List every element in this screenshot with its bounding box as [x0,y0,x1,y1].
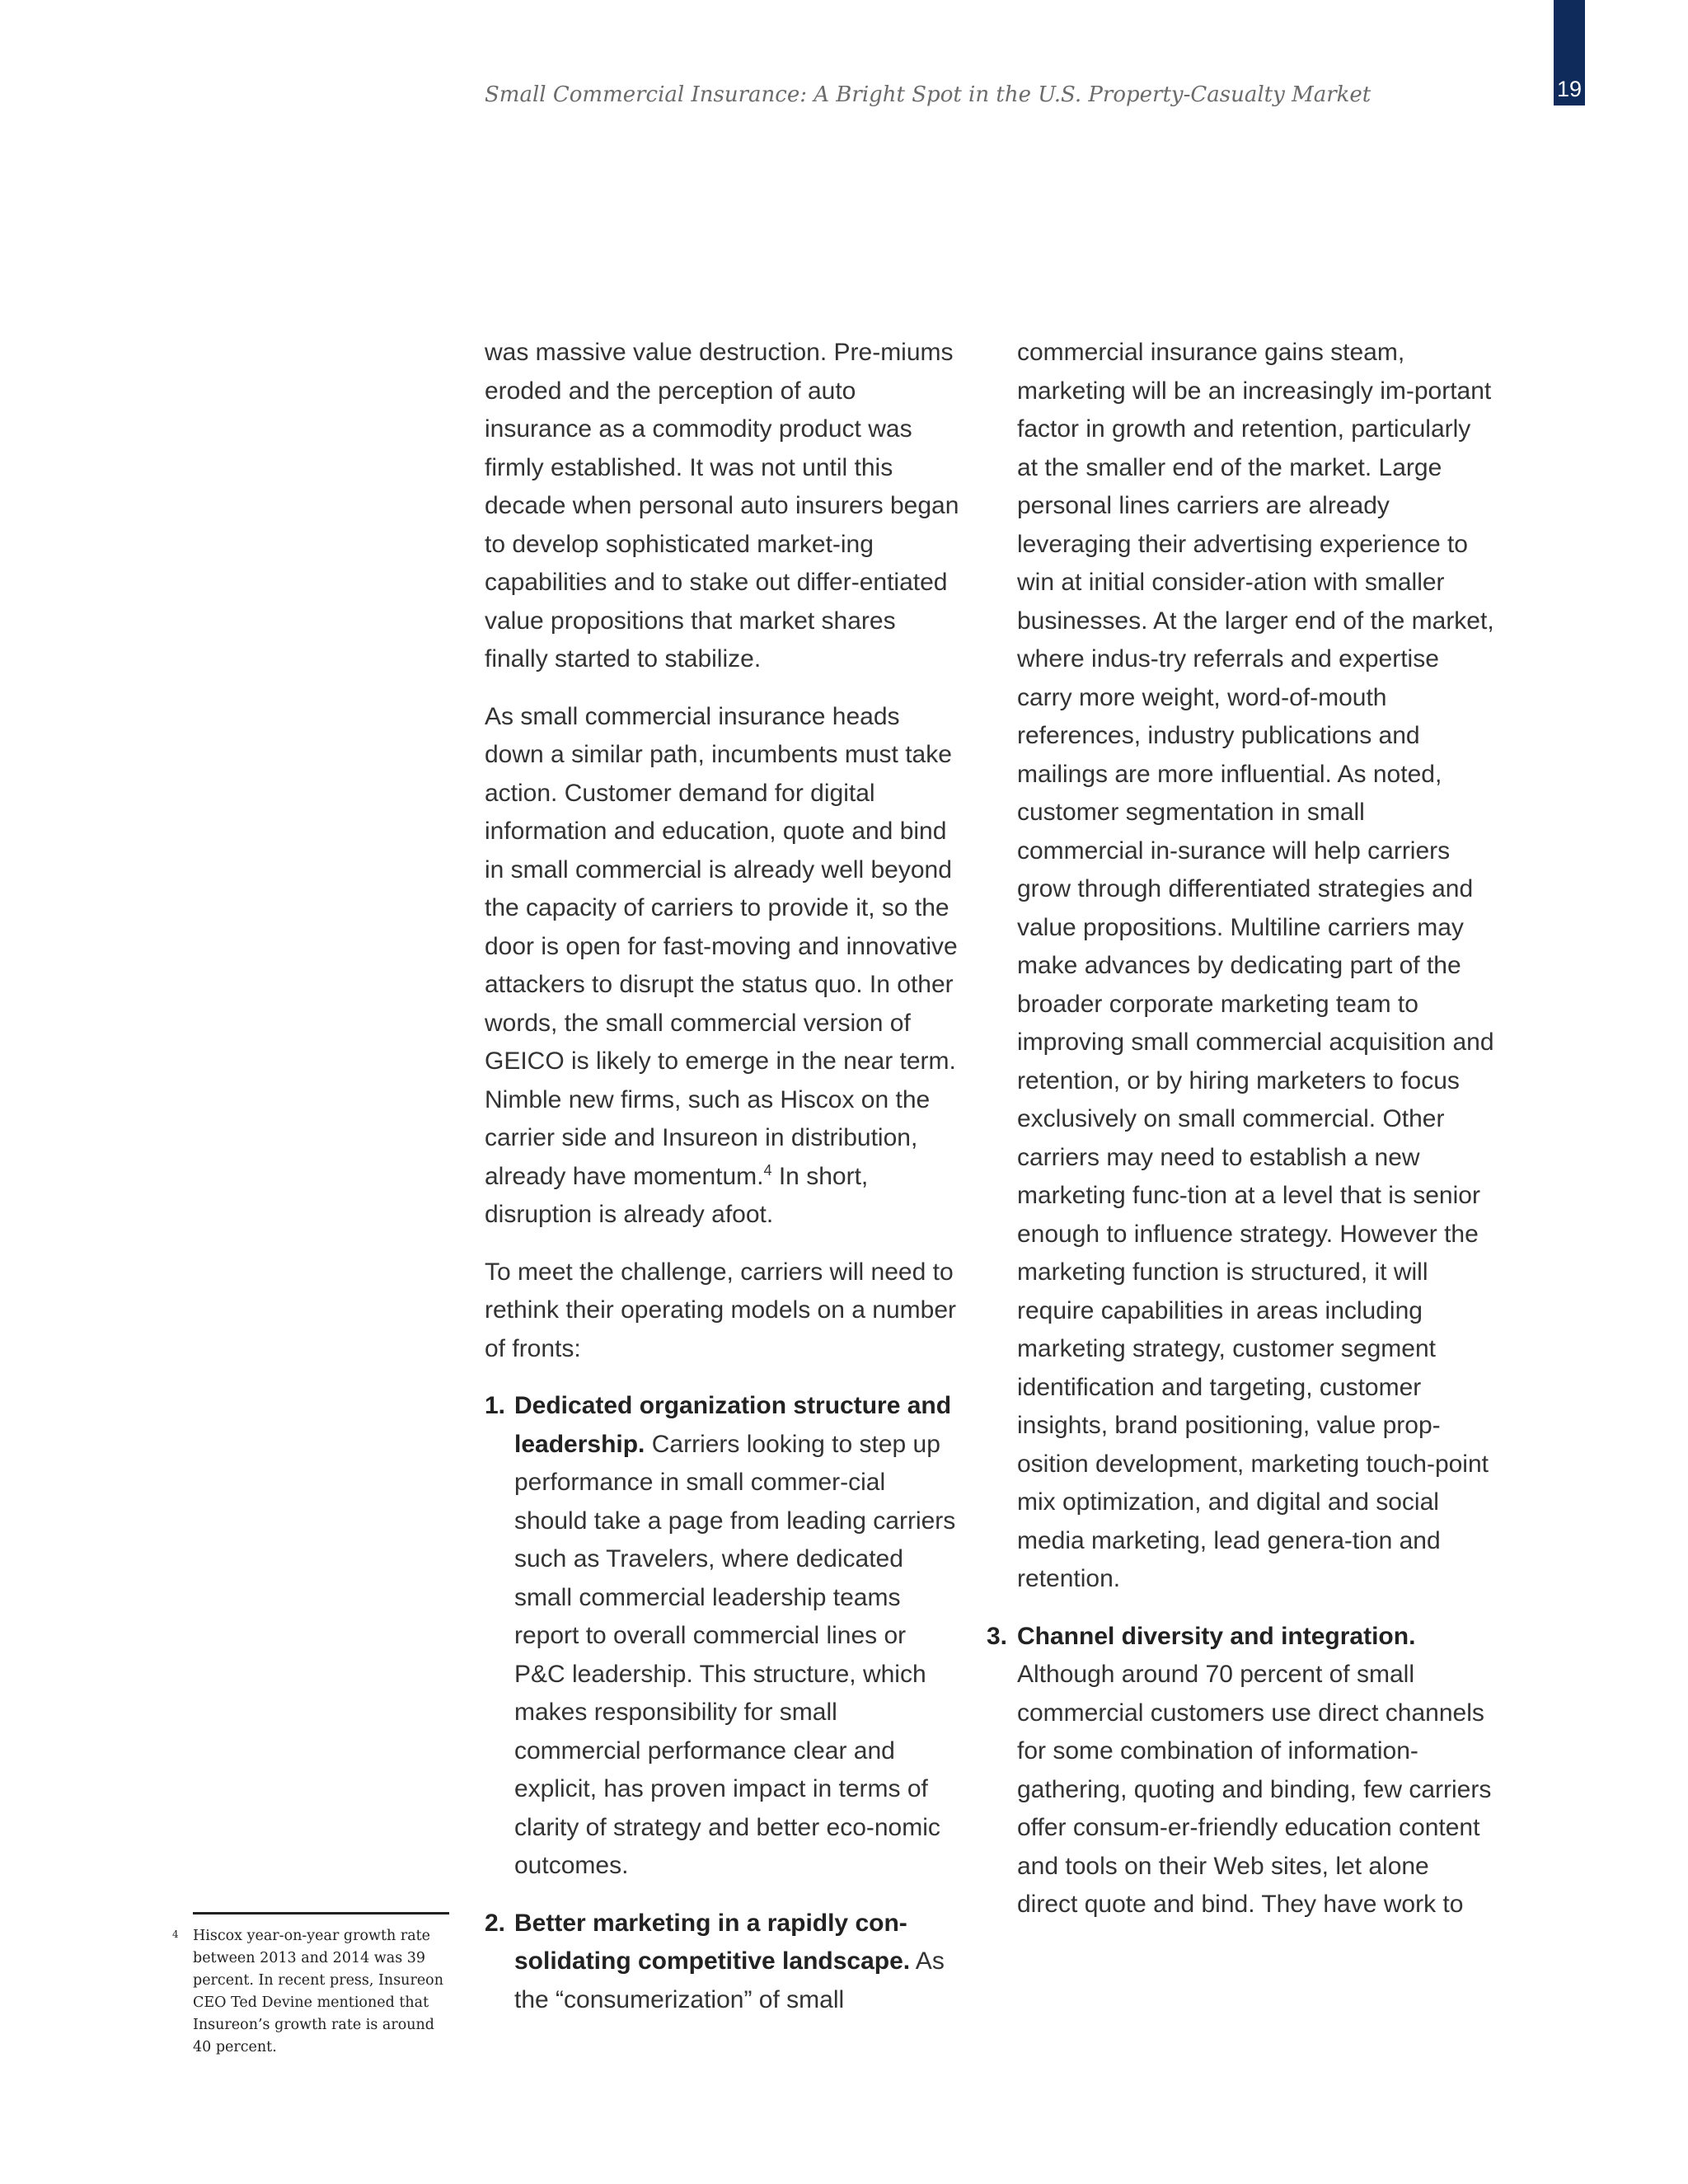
paragraph-incumbents-must-act [485,698,963,1235]
footnote-divider [193,1912,449,1915]
footnote-marker: 4 [172,1929,179,1940]
page-number-tab [1554,0,1585,105]
paragraph-text-tail: In short, disruption is already afoot. [485,1162,869,1228]
list-item-body: As the “consumerization” of small [514,1947,945,2013]
left-column [485,334,963,2038]
paragraph-operating-models: To meet the challenge, carriers will need to rethink their operating models on a number of fronts: [485,1258,956,1362]
paragraph-text: As small commercial insurance heads down a similar path, incumbents must take action. Customer demand for digital information and education, quote and bind in small commercial is already well beyond the capacity of carriers to provide it, so the door is open for fast-moving and innovative attackers to disrupt the status quo. In other words, the small commercial version of GEICO is likely to emerge in the near term. Nimble new firms, such as Hiscox on the carrier side and Insureon in distribution, already have momentum. [485,702,958,1190]
list-item-body: Carriers looking to step up performance in small commer-cial should take a page from leading carriers such as Travelers, where dedicated small commercial leadership teams report to overall commercial lines or P&C leadership. This structure, which makes responsibility for small commercial performance clear and explicit, has proven impact in terms of clarity of strategy and better eco-nomic outcomes. [514,1430,956,1879]
paragraph-value-destruction: was massive value destruction. Pre-miums eroded and the perception of auto insurance as a commodity product was firmly established. It was not until this decade when personal auto insurers began to develop sophisticated market-ing capabilities and to stake out differ-entiated value propositions that market shares finally started to stabilize. [485,339,959,673]
list-item-body: Although around 70 percent of small commercial customers use direct channels for some combination of information-gathering, quoting and binding, few carriers offer consum-er-friendly education content and tools on their Web sites, let alone direct quote and bind. They have work to [1017,1661,1492,1918]
list-item-organization-structure [485,1387,963,1886]
list-item-heading: Channel diversity and integration. [1017,1622,1416,1650]
footnote-text: Hiscox year-on-year growth rate between 2013 and 2014 was 39 percent. In recent press, Insureon CEO Ted Devine mentioned that Insureon’s growth rate is around 40 percent. [193,1928,443,2055]
page-number: 19 [1556,77,1582,101]
list-item-heading: Better marketing in a rapidly con-solidating competitive landscape. [514,1909,911,1975]
footnote-reference[interactable]: 4 [763,1161,772,1179]
list-number: 2. [485,1909,506,1937]
list-number: 1. [485,1392,506,1419]
paragraph-marketing-factor: commercial insurance gains steam, marketing will be an increasingly im-portant factor in growth and retention, particularly at the smaller end of the market. Large personal lines carriers are already leveraging their advertising experience to win at initial consider-ation with smaller businesses. At the larger end of the market, where indus-try referrals and expertise carry more weight, word-of-mouth references, industry publications and mailings are more influential. As noted, customer segmentation in small commercial in-surance will help carriers grow through differentiated strategies and value propositions. Multiline carriers may make advances by dedicating part of the broader corporate marketing team to improving small commercial acquisition and retention, or by hiring marketers to focus exclusively on small commercial. Other carriers may need to establish a new marketing func-tion at a level that is senior enough to influence strategy. However the marketing function is structured, it will require capabilities in areas including marketing strategy, customer segment identification and targeting, customer insights, brand positioning, value prop-osition development, marketing touch-point mix optimization, and digital and social media marketing, lead genera-tion and retention. [1017,339,1494,1592]
right-column [987,334,1495,1943]
list-item-heading: Dedicated organization structure and leadership. [514,1392,952,1458]
list-item-better-marketing [485,1905,963,2020]
list-item-channel-diversity [987,1618,1495,1924]
footnote [172,1925,457,2059]
list-number: 3. [987,1622,1008,1650]
running-header-title: Small Commercial Insurance: A Bright Spot in the U.S. Property-Casualty Market [485,82,1372,107]
